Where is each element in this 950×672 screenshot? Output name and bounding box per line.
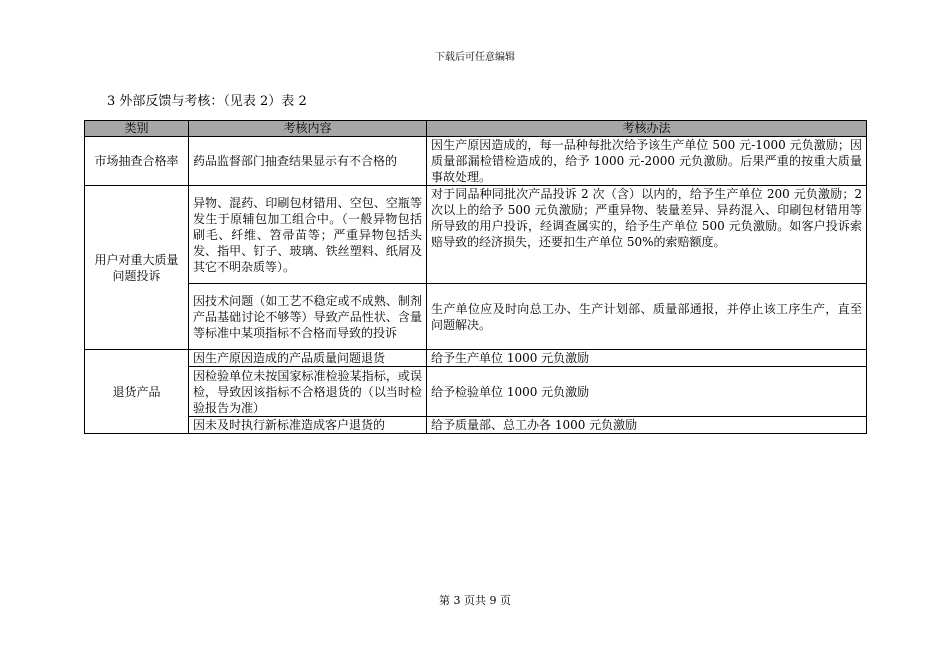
table-row [85, 284, 867, 350]
content-cell: 异物、混药、印刷包材错用、空包、空瓶等发生于原辅包加工组合中。（一般异物包括刷毛、纤维、笤帚苗等；严重异物包括头发、指甲、钉子、玻璃、铁丝塑料、纸屑及其它不明杂质等）。 [189, 186, 427, 284]
table-row [85, 137, 867, 186]
method-cell: 给予质量部、总工办各 1000 元负激励 [427, 417, 867, 434]
table-header-row [85, 121, 867, 137]
category-cell: 用户对重大质量问题投诉 [85, 186, 189, 350]
table-row [85, 350, 867, 367]
method-cell: 给予生产单位 1000 元负激励 [427, 350, 867, 367]
content-cell: 药品监督部门抽查结果显示有不合格的 [189, 137, 427, 186]
category-cell: 退货产品 [85, 350, 189, 434]
header-note: 下载后可任意编辑 [435, 52, 515, 63]
method-cell: 生产单位应及时向总工办、生产计划部、质量部通报，并停止该工序生产，直至问题解决。 [427, 284, 867, 350]
method-cell: 因生产原因造成的，每一品种每批次给予该生产单位 500 元-1000 元负激励；因质量部漏检错检造成的，给予 1000 元-2000 元负激励。后果严重的按重大质量事故处理。 [427, 137, 867, 186]
content-cell: 因未及时执行新标准造成客户退货的 [189, 417, 427, 434]
table-row [85, 367, 867, 417]
page-footer: 第 3 页共 9 页 [439, 594, 511, 607]
table-row [85, 417, 867, 434]
assessment-table [84, 120, 867, 434]
method-cell: 给予检验单位 1000 元负激励 [427, 367, 867, 417]
category-cell: 市场抽查合格率 [85, 137, 189, 186]
header-content: 考核内容 [189, 121, 427, 137]
content-cell: 因生产原因造成的产品质量问题退货 [189, 350, 427, 367]
content-cell: 因技术问题（如工艺不稳定或不成熟、制剂产品基础讨论不够等）导致产品性状、含量等标准中某项指标不合格而导致的投诉 [189, 284, 427, 350]
section-title: 3 外部反馈与考核：（见表 2）表 2 [107, 94, 307, 109]
header-category: 类别 [85, 121, 189, 137]
method-cell: 对于同品种同批次产品投诉 2 次（含）以内的，给予生产单位 200 元负激励；2 次以上的给予 500 元负激励；严重异物、装量差异、异药混入、印刷包材错用等所导致的用户投诉，经调查属实的，给予生产单位 500 元负激励。如客户投诉索赔导致的经济损失，还要扣生产单位 50%的索赔额度。 [427, 186, 867, 284]
content-cell: 因检验单位未按国家标准检验某指标，或误检，导致因该指标不合格退货的（以当时检验报告为准） [189, 367, 427, 417]
table-row [85, 186, 867, 284]
header-method: 考核办法 [427, 121, 867, 137]
